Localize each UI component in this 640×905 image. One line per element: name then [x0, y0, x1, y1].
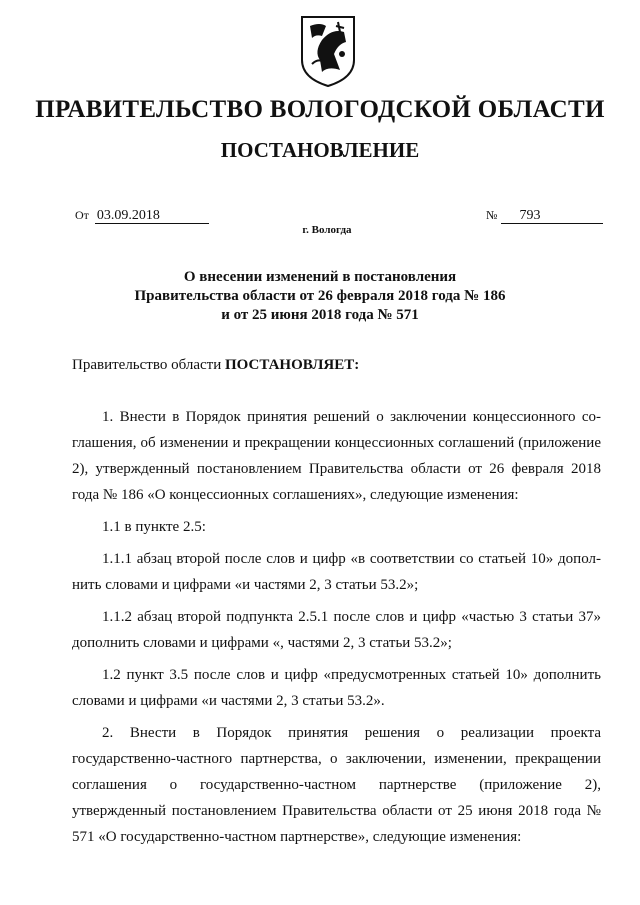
government-title: ПРАВИТЕЛЬСТВО ВОЛОГОДСКОЙ ОБЛАСТИ [35, 96, 605, 123]
document-subject [0, 268, 640, 325]
subject-line: О внесении изменений в постановления [183, 269, 457, 285]
document-type: ПОСТАНОВЛЕНИЕ [220, 138, 420, 162]
paragraph: 1.1 в пункте 2.5: [102, 519, 206, 535]
paragraph: 2. Внести в Порядок принятия решения о реализации проекта государственно-частного партнерства, о заключении, изменении, прекращении соглашения о государственно-частном партнерстве (приложение 2), утвержденный постановлением Правительства области от 25 июня 2018 года № 571 «О государственно-частном партнерстве», следующие изменения: [72, 725, 601, 845]
document-number [486, 208, 603, 224]
paragraph: 1.1.1 абзац второй после слов и цифр «в соответствии со статьей 10» дополнить словами и цифрами «и частями 2, 3 статьи 53.2»; [72, 551, 601, 593]
date-value: 03.09.2018 [95, 208, 209, 224]
coat-of-arms [298, 14, 358, 88]
number-prefix: № [486, 208, 498, 222]
preamble-lead: Правительство области [72, 357, 222, 373]
date-prefix: От [75, 208, 89, 222]
subject-line: Правительства области от 26 февраля 2018 года № 186 [134, 288, 506, 304]
preamble-verb: ПОСТАНОВЛЯЕТ: [224, 357, 360, 373]
document-body [72, 404, 601, 850]
paragraph: 1.1.2 абзац второй подпункта 2.5.1 после слов и цифр «частью 3 статьи 37» дополнить словами и цифрами «, частями 2, 3 статьи 53.2»; [72, 609, 601, 651]
city: г. Вологда [302, 224, 352, 236]
vologda-coat-of-arms-icon [298, 14, 358, 88]
paragraph: 1. Внести в Порядок принятия решений о заключении концессионного соглашения, об изменении и прекращении концессионных соглашений (приложение 2), утвержденный постановлением Правительства области от 26 февраля 2018 года № 186 «О концессионных соглашениях», следующие изменения: [72, 409, 601, 503]
number-value: 793 [501, 208, 603, 224]
document-date [75, 208, 209, 224]
paragraph: 1.2 пункт 3.5 после слов и цифр «предусмотренных статьей 10» дополнить словами и цифрами «и частями 2, 3 статьи 53.2». [72, 667, 601, 709]
subject-line: и от 25 июня 2018 года № 571 [221, 307, 419, 323]
preamble [72, 357, 359, 374]
